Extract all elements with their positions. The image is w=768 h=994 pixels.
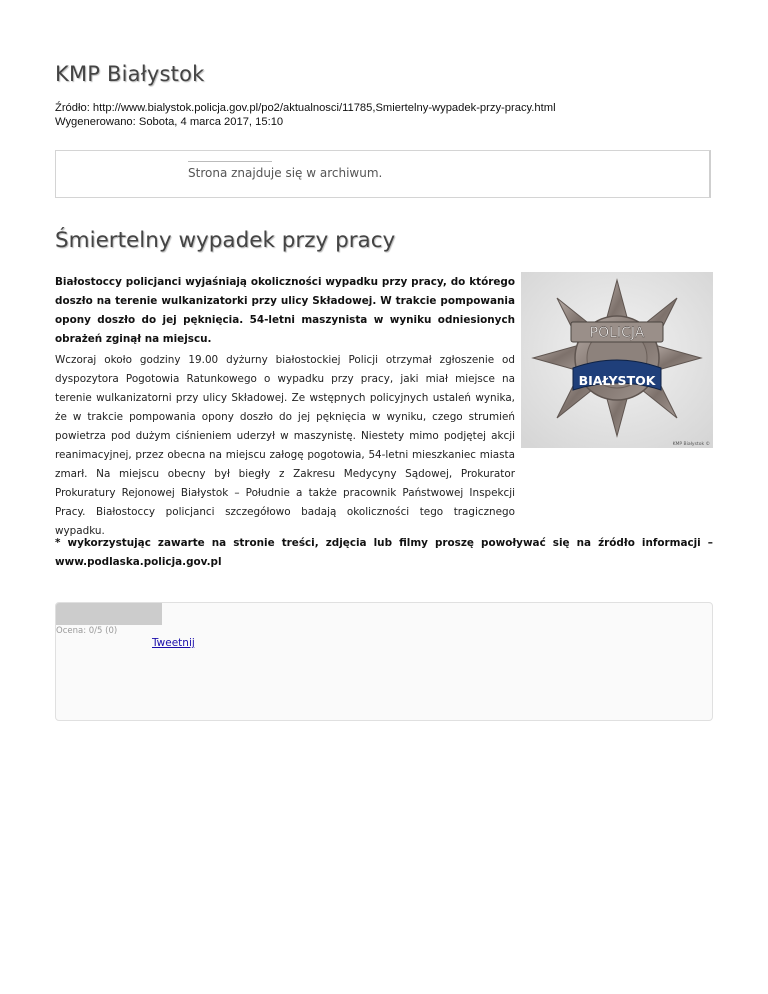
article-body: Wczoraj około godziny 19.00 dyżurny białostockiej Policji otrzymał zgłoszenie od dyspozytora Pogotowia Ratunkowego o wypadku przy pracy, jaki miał miejsce na terenie wulkanizatorni przy ulicy Składowej. Ze wstępnych policyjnych ustaleń wynika, że w trakcie pompowania opony doszło do jej pęknięcia w wyniku, czego strumień powietrza pod dużym ciśnieniem uderzył w maszynistę. Niestety mimo podjętej akcji reanimacyjnej, przez obecna na miejscu załogę pogotowia, 54-letni mieszkaniec miasta zmarł. Na miejscu obecny był biegły z Zakresu Medycyny Sądowej, Prokurator Prokuratury Rejonowej Białystok – Południe a także pracownik Państwowej Inspekcji Pracy. Białostoccy policjanci szczegółowo badają okoliczności tego tragicznego wypadku. [55,354,515,537]
badge-bottom-text: BIAŁYSTOK [578,373,656,388]
source-url: Źródło: http://www.bialystok.policja.gov.pl/po2/aktualnosci/11785,Smiertelny-wypadek-przy-pracy.html [55,102,556,114]
badge-top-text: POLICJA [589,325,645,341]
rating-stars[interactable] [56,603,162,625]
archive-notice-text: Strona znajduje się w archiwum. [188,166,383,180]
source-note: * wykorzystując zawarte na stronie treści, zdjęcia lub filmy proszę powoływać się na źródło informacji – www.podlaska.policja.gov.pl [55,537,713,568]
article-lead: Białostoccy policjanci wyjaśniają okoliczności wypadku przy pracy, do którego doszło na terenie wulkanizatorki przy ulicy Składowej. W trakcie pompowania opony doszło do jej pęknięcia. 54-letni maszynista w wyniku odniesionych obrażeń zginął na miejscu. [55,276,515,345]
archive-notice [55,150,711,198]
site-title: KMP Białystok [55,62,205,86]
image-credit: KMP Białystok © [672,442,710,447]
rating-panel [55,602,713,721]
generated-date: Wygenerowano: Sobota, 4 marca 2017, 15:10 [55,116,284,128]
article-image [521,272,713,448]
tweet-link[interactable]: Tweetnij [152,637,195,649]
document-meta [55,101,556,129]
rating-score: Ocena: 0/5 (0) [56,626,118,636]
police-badge-icon [521,272,713,448]
article-title: Śmiertelny wypadek przy pracy [55,228,396,253]
archive-divider [188,161,272,162]
